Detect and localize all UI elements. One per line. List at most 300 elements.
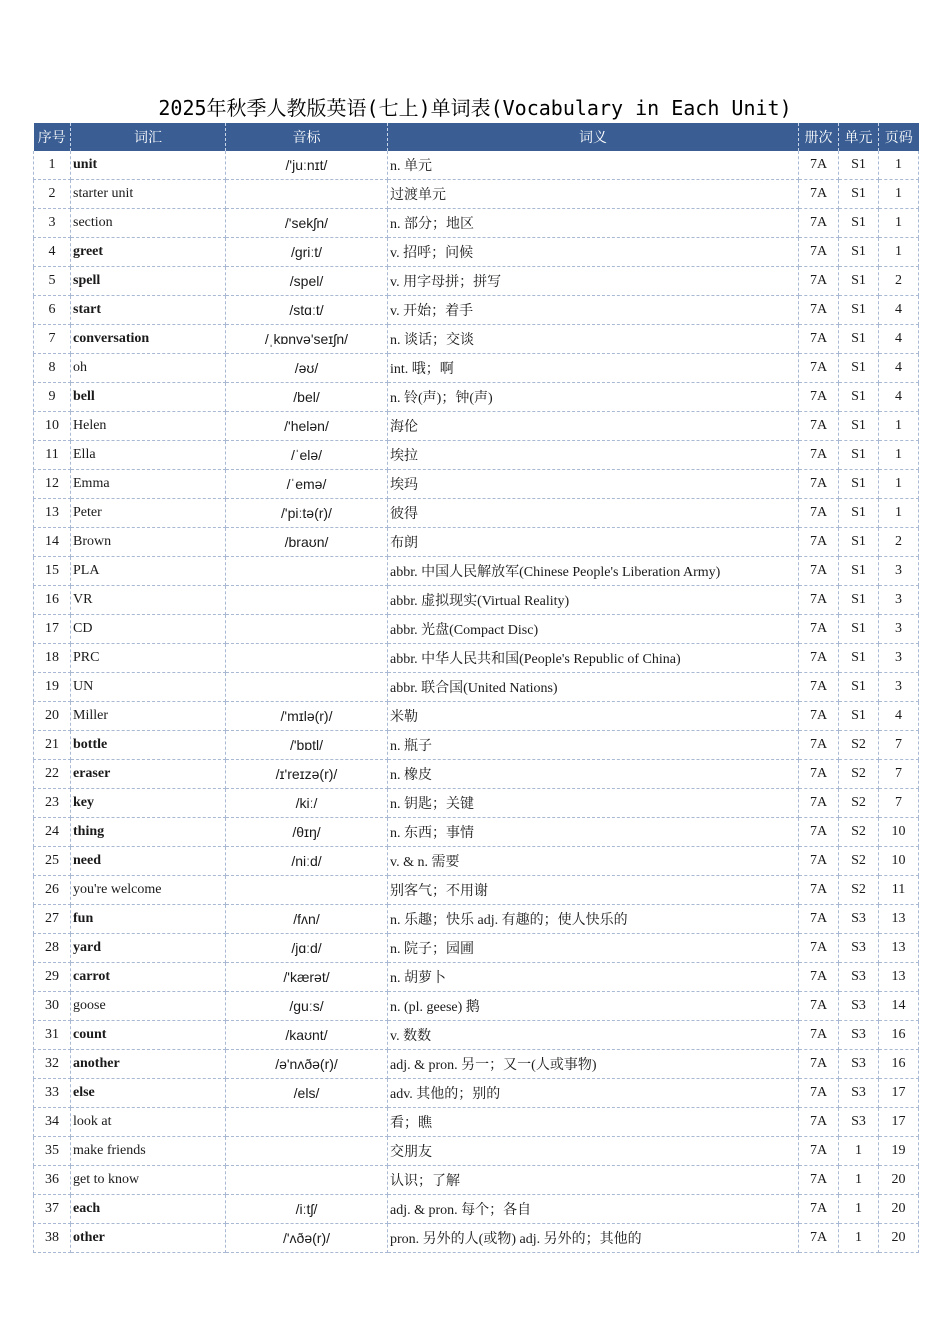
- row-book: 7A: [799, 1137, 839, 1166]
- row-phonetic: [226, 1166, 388, 1195]
- table-row: [34, 905, 919, 934]
- row-number: 33: [34, 1079, 71, 1108]
- row-unit: S1: [839, 528, 879, 557]
- row-number: 27: [34, 905, 71, 934]
- row-number: 24: [34, 818, 71, 847]
- row-book: 7A: [799, 963, 839, 992]
- row-phonetic: /kiː/: [226, 789, 388, 818]
- row-unit: S1: [839, 267, 879, 296]
- row-number: 4: [34, 238, 71, 267]
- row-book: 7A: [799, 528, 839, 557]
- row-word: eraser: [71, 760, 226, 789]
- table-row: [34, 963, 919, 992]
- row-page: 4: [879, 354, 919, 383]
- row-unit: S1: [839, 644, 879, 673]
- row-phonetic: /'juːnɪt/: [226, 151, 388, 180]
- row-page: 7: [879, 789, 919, 818]
- row-book: 7A: [799, 1079, 839, 1108]
- row-page: 2: [879, 267, 919, 296]
- row-word: oh: [71, 354, 226, 383]
- row-word: PLA: [71, 557, 226, 586]
- row-unit: S1: [839, 615, 879, 644]
- table-row: [34, 934, 919, 963]
- row-word: Helen: [71, 412, 226, 441]
- table-row: [34, 818, 919, 847]
- row-meaning: int. 哦；啊: [388, 354, 799, 383]
- row-number: 14: [34, 528, 71, 557]
- row-unit: S1: [839, 325, 879, 354]
- row-page: 3: [879, 557, 919, 586]
- row-unit: S1: [839, 499, 879, 528]
- table-row: [34, 731, 919, 760]
- table-row: [34, 615, 919, 644]
- row-meaning: v. 开始；着手: [388, 296, 799, 325]
- row-number: 29: [34, 963, 71, 992]
- row-word: greet: [71, 238, 226, 267]
- row-meaning: n. 谈话；交谈: [388, 325, 799, 354]
- row-unit: S1: [839, 151, 879, 180]
- row-page: 10: [879, 818, 919, 847]
- row-unit: S3: [839, 1021, 879, 1050]
- vocabulary-table: [33, 123, 919, 1253]
- row-page: 10: [879, 847, 919, 876]
- row-unit: S2: [839, 818, 879, 847]
- row-page: 17: [879, 1079, 919, 1108]
- row-page: 1: [879, 209, 919, 238]
- row-word: Brown: [71, 528, 226, 557]
- table-row: [34, 760, 919, 789]
- row-meaning: abbr. 虚拟现实(Virtual Reality): [388, 586, 799, 615]
- row-word: thing: [71, 818, 226, 847]
- row-word: key: [71, 789, 226, 818]
- row-page: 4: [879, 325, 919, 354]
- row-book: 7A: [799, 992, 839, 1021]
- row-number: 17: [34, 615, 71, 644]
- row-page: 7: [879, 731, 919, 760]
- row-phonetic: /ɪ'reɪzə(r)/: [226, 760, 388, 789]
- row-book: 7A: [799, 499, 839, 528]
- table-row: [34, 441, 919, 470]
- row-meaning: adv. 其他的；别的: [388, 1079, 799, 1108]
- table-row: [34, 1137, 919, 1166]
- table-row: [34, 1108, 919, 1137]
- table-row: [34, 1079, 919, 1108]
- row-phonetic: /els/: [226, 1079, 388, 1108]
- row-meaning: abbr. 中华人民共和国(People's Republic of China): [388, 644, 799, 673]
- row-meaning: adj. & pron. 每个；各自: [388, 1195, 799, 1224]
- row-word: start: [71, 296, 226, 325]
- row-book: 7A: [799, 847, 839, 876]
- row-unit: S1: [839, 209, 879, 238]
- row-meaning: v. 招呼；问候: [388, 238, 799, 267]
- row-unit: S1: [839, 586, 879, 615]
- row-word: else: [71, 1079, 226, 1108]
- header-phonetic: 音标: [226, 123, 388, 151]
- row-phonetic: /bel/: [226, 383, 388, 412]
- table-row: [34, 1021, 919, 1050]
- row-page: 13: [879, 963, 919, 992]
- row-phonetic: /ˌkɒnvə'seɪʃn/: [226, 325, 388, 354]
- row-unit: S2: [839, 876, 879, 905]
- row-number: 25: [34, 847, 71, 876]
- row-book: 7A: [799, 412, 839, 441]
- row-unit: 1: [839, 1137, 879, 1166]
- table-row: [34, 296, 919, 325]
- row-unit: S1: [839, 383, 879, 412]
- row-meaning: 埃拉: [388, 441, 799, 470]
- table-row: [34, 325, 919, 354]
- row-word: UN: [71, 673, 226, 702]
- row-page: 3: [879, 586, 919, 615]
- row-phonetic: /'sekʃn/: [226, 209, 388, 238]
- row-book: 7A: [799, 1050, 839, 1079]
- table-row: [34, 151, 919, 180]
- row-word: PRC: [71, 644, 226, 673]
- table-row: [34, 470, 919, 499]
- row-meaning: 认识；了解: [388, 1166, 799, 1195]
- row-meaning: n. 院子；园圃: [388, 934, 799, 963]
- row-phonetic: [226, 615, 388, 644]
- row-number: 30: [34, 992, 71, 1021]
- row-number: 21: [34, 731, 71, 760]
- row-page: 16: [879, 1050, 919, 1079]
- row-unit: S1: [839, 412, 879, 441]
- row-word: look at: [71, 1108, 226, 1137]
- row-book: 7A: [799, 876, 839, 905]
- row-unit: S1: [839, 296, 879, 325]
- row-number: 31: [34, 1021, 71, 1050]
- row-word: each: [71, 1195, 226, 1224]
- row-phonetic: [226, 180, 388, 209]
- row-book: 7A: [799, 354, 839, 383]
- row-book: 7A: [799, 1224, 839, 1253]
- row-unit: S3: [839, 1079, 879, 1108]
- row-book: 7A: [799, 615, 839, 644]
- row-meaning: n. 钥匙；关键: [388, 789, 799, 818]
- row-phonetic: [226, 1137, 388, 1166]
- table-row: [34, 789, 919, 818]
- row-number: 7: [34, 325, 71, 354]
- row-phonetic: [226, 876, 388, 905]
- row-word: Ella: [71, 441, 226, 470]
- row-word: spell: [71, 267, 226, 296]
- table-row: [34, 673, 919, 702]
- header-word: 词汇: [71, 123, 226, 151]
- row-page: 4: [879, 296, 919, 325]
- row-phonetic: /'mɪlə(r)/: [226, 702, 388, 731]
- row-phonetic: [226, 644, 388, 673]
- row-unit: S1: [839, 238, 879, 267]
- table-row: [34, 1224, 919, 1253]
- table-row: [34, 180, 919, 209]
- row-unit: S1: [839, 557, 879, 586]
- row-meaning: n. 铃(声)；钟(声): [388, 383, 799, 412]
- row-phonetic: [226, 586, 388, 615]
- row-book: 7A: [799, 1021, 839, 1050]
- row-word: count: [71, 1021, 226, 1050]
- row-number: 8: [34, 354, 71, 383]
- row-phonetic: /griːt/: [226, 238, 388, 267]
- row-unit: S2: [839, 760, 879, 789]
- row-phonetic: /əʊ/: [226, 354, 388, 383]
- table-row: [34, 499, 919, 528]
- row-phonetic: /spel/: [226, 267, 388, 296]
- row-book: 7A: [799, 905, 839, 934]
- row-phonetic: /kaʊnt/: [226, 1021, 388, 1050]
- row-meaning: n. 胡萝卜: [388, 963, 799, 992]
- row-number: 36: [34, 1166, 71, 1195]
- row-word: another: [71, 1050, 226, 1079]
- row-unit: S3: [839, 963, 879, 992]
- table-row: [34, 992, 919, 1021]
- row-number: 9: [34, 383, 71, 412]
- table-row: [34, 644, 919, 673]
- row-unit: 1: [839, 1224, 879, 1253]
- table-row: [34, 354, 919, 383]
- table-row: [34, 383, 919, 412]
- row-unit: 1: [839, 1166, 879, 1195]
- row-book: 7A: [799, 673, 839, 702]
- row-word: make friends: [71, 1137, 226, 1166]
- row-page: 1: [879, 470, 919, 499]
- row-page: 14: [879, 992, 919, 1021]
- row-number: 26: [34, 876, 71, 905]
- row-unit: S2: [839, 789, 879, 818]
- row-book: 7A: [799, 789, 839, 818]
- table-row: [34, 702, 919, 731]
- row-page: 1: [879, 441, 919, 470]
- row-unit: S1: [839, 180, 879, 209]
- row-word: Peter: [71, 499, 226, 528]
- row-number: 13: [34, 499, 71, 528]
- row-number: 1: [34, 151, 71, 180]
- row-number: 2: [34, 180, 71, 209]
- table-header-row: [34, 123, 919, 151]
- table-row: [34, 528, 919, 557]
- row-meaning: 别客气；不用谢: [388, 876, 799, 905]
- row-phonetic: /ˈemə/: [226, 470, 388, 499]
- row-unit: S1: [839, 354, 879, 383]
- row-phonetic: /niːd/: [226, 847, 388, 876]
- row-meaning: 彼得: [388, 499, 799, 528]
- row-page: 3: [879, 644, 919, 673]
- row-meaning: 米勒: [388, 702, 799, 731]
- row-phonetic: /braʊn/: [226, 528, 388, 557]
- row-phonetic: [226, 1108, 388, 1137]
- row-meaning: pron. 另外的人(或物) adj. 另外的；其他的: [388, 1224, 799, 1253]
- row-page: 20: [879, 1224, 919, 1253]
- row-word: other: [71, 1224, 226, 1253]
- row-unit: S1: [839, 441, 879, 470]
- row-phonetic: /ə'nʌðə(r)/: [226, 1050, 388, 1079]
- row-phonetic: /'bɒtl/: [226, 731, 388, 760]
- row-word: need: [71, 847, 226, 876]
- row-book: 7A: [799, 151, 839, 180]
- row-word: yard: [71, 934, 226, 963]
- row-meaning: 看；瞧: [388, 1108, 799, 1137]
- row-number: 11: [34, 441, 71, 470]
- row-number: 3: [34, 209, 71, 238]
- row-phonetic: /'ʌðə(r)/: [226, 1224, 388, 1253]
- row-word: bottle: [71, 731, 226, 760]
- row-page: 1: [879, 499, 919, 528]
- row-unit: S1: [839, 702, 879, 731]
- table-row: [34, 557, 919, 586]
- row-book: 7A: [799, 296, 839, 325]
- header-book: 册次: [799, 123, 839, 151]
- header-meaning: 词义: [388, 123, 799, 151]
- row-book: 7A: [799, 644, 839, 673]
- row-phonetic: /fʌn/: [226, 905, 388, 934]
- row-book: 7A: [799, 267, 839, 296]
- row-book: 7A: [799, 760, 839, 789]
- page-title: 2025年秋季人教版英语(七上)单词表(Vocabulary in Each Unit): [158, 96, 792, 120]
- row-meaning: n. 部分；地区: [388, 209, 799, 238]
- row-word: starter unit: [71, 180, 226, 209]
- row-unit: 1: [839, 1195, 879, 1224]
- row-meaning: adj. & pron. 另一；又一(人或事物): [388, 1050, 799, 1079]
- row-phonetic: /'kærət/: [226, 963, 388, 992]
- row-unit: S3: [839, 992, 879, 1021]
- row-meaning: n. 瓶子: [388, 731, 799, 760]
- row-word: get to know: [71, 1166, 226, 1195]
- row-phonetic: [226, 673, 388, 702]
- row-number: 19: [34, 673, 71, 702]
- row-number: 16: [34, 586, 71, 615]
- row-word: fun: [71, 905, 226, 934]
- row-book: 7A: [799, 325, 839, 354]
- table-row: [34, 238, 919, 267]
- row-word: unit: [71, 151, 226, 180]
- row-meaning: n. (pl. geese) 鹅: [388, 992, 799, 1021]
- table-row: [34, 412, 919, 441]
- row-meaning: abbr. 中国人民解放军(Chinese People's Liberation Army): [388, 557, 799, 586]
- row-unit: S2: [839, 847, 879, 876]
- row-book: 7A: [799, 586, 839, 615]
- header-unit: 单元: [839, 123, 879, 151]
- row-meaning: n. 单元: [388, 151, 799, 180]
- row-book: 7A: [799, 702, 839, 731]
- row-word: Emma: [71, 470, 226, 499]
- row-number: 37: [34, 1195, 71, 1224]
- row-book: 7A: [799, 441, 839, 470]
- row-number: 32: [34, 1050, 71, 1079]
- row-book: 7A: [799, 1195, 839, 1224]
- row-number: 6: [34, 296, 71, 325]
- row-number: 28: [34, 934, 71, 963]
- table-row: [34, 586, 919, 615]
- row-unit: S3: [839, 1108, 879, 1137]
- row-meaning: 过渡单元: [388, 180, 799, 209]
- row-page: 1: [879, 151, 919, 180]
- row-book: 7A: [799, 1166, 839, 1195]
- row-page: 3: [879, 673, 919, 702]
- row-unit: S1: [839, 673, 879, 702]
- row-word: bell: [71, 383, 226, 412]
- row-phonetic: /ˈelə/: [226, 441, 388, 470]
- row-book: 7A: [799, 1108, 839, 1137]
- row-word: Miller: [71, 702, 226, 731]
- table-row: [34, 1195, 919, 1224]
- row-number: 20: [34, 702, 71, 731]
- row-page: 1: [879, 412, 919, 441]
- row-book: 7A: [799, 470, 839, 499]
- row-number: 22: [34, 760, 71, 789]
- row-unit: S2: [839, 731, 879, 760]
- row-book: 7A: [799, 934, 839, 963]
- row-page: 17: [879, 1108, 919, 1137]
- row-number: 23: [34, 789, 71, 818]
- row-number: 38: [34, 1224, 71, 1253]
- table-row: [34, 1050, 919, 1079]
- row-unit: S1: [839, 470, 879, 499]
- row-page: 2: [879, 528, 919, 557]
- row-meaning: abbr. 联合国(United Nations): [388, 673, 799, 702]
- row-word: section: [71, 209, 226, 238]
- row-book: 7A: [799, 209, 839, 238]
- row-number: 15: [34, 557, 71, 586]
- row-meaning: 布朗: [388, 528, 799, 557]
- row-page: 13: [879, 905, 919, 934]
- table-body: [34, 151, 919, 1253]
- row-word: carrot: [71, 963, 226, 992]
- row-number: 35: [34, 1137, 71, 1166]
- row-meaning: 埃玛: [388, 470, 799, 499]
- row-phonetic: /guːs/: [226, 992, 388, 1021]
- row-phonetic: /'piːtə(r)/: [226, 499, 388, 528]
- row-number: 5: [34, 267, 71, 296]
- row-meaning: v. 用字母拼；拼写: [388, 267, 799, 296]
- row-word: goose: [71, 992, 226, 1021]
- row-phonetic: [226, 557, 388, 586]
- header-page: 页码: [879, 123, 919, 151]
- row-phonetic: /θɪŋ/: [226, 818, 388, 847]
- row-book: 7A: [799, 238, 839, 267]
- row-number: 18: [34, 644, 71, 673]
- row-meaning: 海伦: [388, 412, 799, 441]
- row-meaning: v. & n. 需要: [388, 847, 799, 876]
- table-row: [34, 267, 919, 296]
- row-word: VR: [71, 586, 226, 615]
- row-unit: S3: [839, 905, 879, 934]
- row-meaning: n. 橡皮: [388, 760, 799, 789]
- row-page: 11: [879, 876, 919, 905]
- row-page: 1: [879, 180, 919, 209]
- row-meaning: 交朋友: [388, 1137, 799, 1166]
- row-page: 3: [879, 615, 919, 644]
- row-page: 4: [879, 702, 919, 731]
- row-word: CD: [71, 615, 226, 644]
- row-page: 7: [879, 760, 919, 789]
- table-row: [34, 209, 919, 238]
- row-phonetic: /jɑːd/: [226, 934, 388, 963]
- row-number: 12: [34, 470, 71, 499]
- row-page: 20: [879, 1195, 919, 1224]
- row-unit: S3: [839, 934, 879, 963]
- row-book: 7A: [799, 557, 839, 586]
- table-row: [34, 876, 919, 905]
- row-page: 16: [879, 1021, 919, 1050]
- table-row: [34, 1166, 919, 1195]
- row-book: 7A: [799, 731, 839, 760]
- row-word: you're welcome: [71, 876, 226, 905]
- header-num: 序号: [34, 123, 71, 151]
- row-word: conversation: [71, 325, 226, 354]
- row-meaning: abbr. 光盘(Compact Disc): [388, 615, 799, 644]
- row-phonetic: /stɑːt/: [226, 296, 388, 325]
- row-meaning: v. 数数: [388, 1021, 799, 1050]
- table-row: [34, 847, 919, 876]
